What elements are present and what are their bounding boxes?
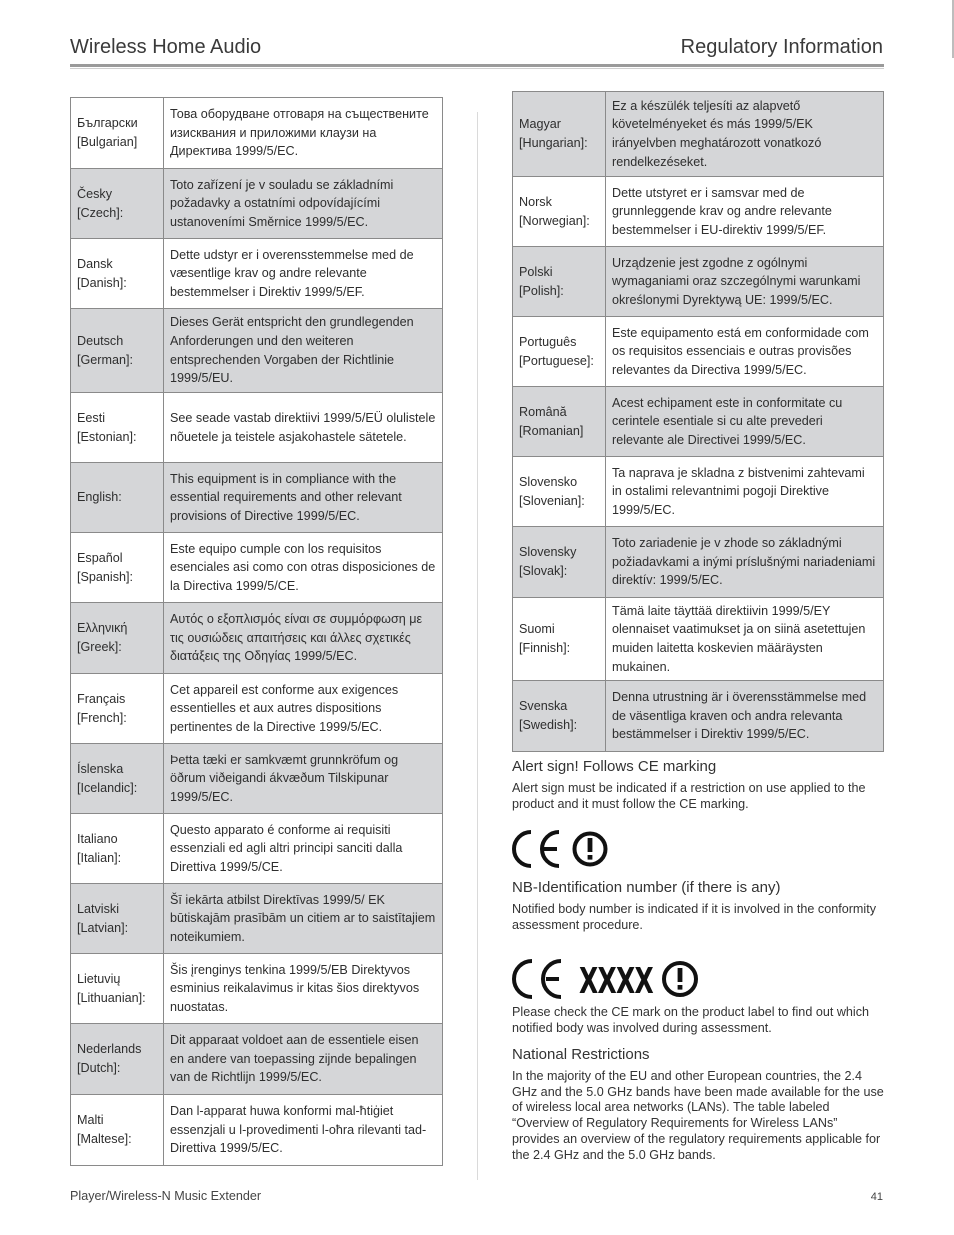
language-cell	[71, 463, 164, 533]
language-cell	[513, 387, 606, 457]
nb-after-text: Please check the CE mark on the product label to find out which notified body was involved during assessment.	[512, 1005, 870, 1035]
language-code: [Latvian]:	[77, 920, 129, 935]
language-cell	[71, 954, 164, 1024]
table-row	[71, 1024, 443, 1095]
footer-product-name: Player/Wireless-N Music Extender	[70, 1189, 262, 1203]
compliance-table-left	[70, 97, 443, 1166]
compliance-table-right	[512, 91, 884, 752]
table-row	[71, 309, 443, 393]
language-cell	[71, 1024, 164, 1095]
table-row	[513, 317, 884, 387]
language-name: Magyar	[519, 117, 561, 132]
language-name: Svenska	[519, 699, 568, 714]
table-row	[513, 527, 884, 598]
language-cell	[71, 603, 164, 674]
declaration-text: Tämä laite täyttää direktiivin 1999/5/EY olennaiset vaatimukset ja on siinä asetettujen muiden laitetta koskevien määräysten mukainen.	[606, 598, 884, 681]
table-row	[71, 603, 443, 674]
alert-heading: Alert sign! Follows CE marking	[512, 758, 717, 775]
language-cell	[513, 457, 606, 527]
declaration-text: Това оборудване отговаря на съществените изисквания и приложими клаузи на Директива 1999/5/ЕС.	[164, 98, 443, 169]
header-rule-thin	[70, 68, 884, 69]
table-row	[71, 393, 443, 463]
language-cell	[71, 674, 164, 744]
language-name: Norsk	[519, 194, 552, 209]
declaration-text: Ta naprava je skladna z bistvenimi zahtevami in ostalimi relevantnimi pogoji Direktive 1999/5/EC.	[606, 457, 884, 527]
language-code: [Icelandic]:	[77, 780, 138, 795]
language-cell	[71, 393, 164, 463]
table-row	[513, 92, 884, 177]
declaration-text: See seade vastab direktiivi 1999/5/EÜ olulistele nõuetele ja teistele asjakohastele sätetele.	[164, 393, 443, 463]
language-code: [Dutch]:	[77, 1061, 121, 1075]
language-name: Italiano	[77, 831, 118, 846]
language-code: [Slovak]:	[519, 564, 568, 578]
national-body: In the majority of the EU and other European countries, the 2.4 GHz and the 5.0 GHz bands have been made available for the use of wireless local area networks (LANs). The table labeled “Overview of Regulatory Requirements for Wireless LANs” provides an overview of the regulatory requirements applicable for the 2.4 GHz and the 5.0 GHz bands.	[512, 1069, 884, 1162]
page-number: 41	[870, 1191, 883, 1203]
language-code: [Spanish]:	[77, 569, 134, 584]
table-row	[71, 884, 443, 954]
language-cell	[513, 527, 606, 598]
declaration-text: Dette utstyret er i samsvar med de grunnleggende krav og andre relevante bestemmelser i EU-direktiv 1999/5/EF.	[606, 177, 884, 247]
nb-after-section	[512, 1005, 887, 1036]
language-name: Deutsch	[77, 333, 124, 348]
language-code: [Romanian]	[519, 423, 584, 438]
nb-heading: NB-Identification number (if there is any)	[512, 879, 781, 896]
declaration-text: Šis įrenginys tenkina 1999/5/EB Direktyvos esminius reikalavimus ir kitas šios direktyvos nuostatas.	[164, 954, 443, 1024]
declaration-text: Ez a készülék teljesíti az alapvető követelményeket és más 1999/5/EK irányelvben meghatározott vonatkozó rendelkezéseket.	[606, 92, 884, 177]
language-cell	[513, 681, 606, 752]
language-code: [French]:	[77, 710, 127, 725]
language-name: Română	[519, 404, 567, 419]
language-name: Íslenska	[77, 761, 124, 776]
language-name: Lietuvių	[77, 971, 121, 986]
language-code: [Lithuanian]:	[77, 990, 146, 1005]
language-code: [Estonian]:	[77, 429, 137, 444]
table-row	[71, 1095, 443, 1166]
language-code: [Bulgarian]	[77, 135, 138, 149]
language-cell	[513, 177, 606, 247]
table-row	[513, 177, 884, 247]
table-row	[71, 169, 443, 239]
header-left-title: Wireless Home Audio	[70, 36, 262, 58]
language-cell	[513, 598, 606, 681]
language-name: Česky	[77, 186, 112, 201]
declaration-text: Šī iekārta atbilst Direktīvas 1999/5/ EK būtiskajām prasībām un citiem ar to saistītajiem noteikumiem.	[164, 884, 443, 954]
language-cell	[71, 309, 164, 393]
declaration-text: Este equipo cumple con los requisitos esenciales asi como con otras disposiciones de la Directiva 1999/5/CE.	[164, 533, 443, 603]
table-row	[513, 247, 884, 317]
table-row	[71, 744, 443, 814]
language-code: [Italian]:	[77, 850, 122, 865]
nb-body: Notified body number is indicated if it is involved in the conformity assessment procedure.	[512, 902, 876, 932]
language-name: Slovensko	[519, 474, 578, 489]
language-code: [Portuguese]:	[519, 353, 594, 368]
language-cell	[71, 169, 164, 239]
language-cell	[71, 533, 164, 603]
language-name: Български	[77, 116, 138, 131]
table-row	[71, 463, 443, 533]
language-code: [Norwegian]:	[519, 213, 590, 228]
national-heading: National Restrictions	[512, 1046, 650, 1063]
declaration-text: Toto zariadenie je v zhode so základnými požiadavkami a inými príslušnými nariadeniami direktív: 1999/5/EC.	[606, 527, 884, 598]
language-code: [Danish]:	[77, 275, 127, 290]
language-name: Slovensky	[519, 545, 577, 560]
declaration-text: Acest echipament este in conformitate cu cerintele esentiale si cu alte prevederi relevante ale Directivei 1999/5/EC.	[606, 387, 884, 457]
language-name: Português	[519, 334, 577, 349]
language-code: [Polish]:	[519, 283, 564, 298]
language-code: [Slovenian]:	[519, 493, 585, 508]
language-cell	[513, 92, 606, 177]
ce-alert-mark	[512, 828, 622, 875]
ce-mark-icon	[514, 961, 561, 997]
ce-mark-icon	[514, 832, 559, 866]
language-name: Français	[77, 691, 126, 706]
declaration-text: Denna utrustning är i överensstämmelse med de väsentliga kraven och andra relevanta bestämmelser i Direktiv 1999/5/EC.	[606, 681, 884, 752]
table-row	[71, 814, 443, 884]
alert-exclamation-icon	[664, 963, 696, 995]
language-name: Malti	[77, 1113, 104, 1128]
language-name: Polski	[519, 264, 553, 279]
language-code: [Swedish]:	[519, 718, 578, 732]
nb-section	[512, 879, 887, 933]
language-name: Ελληνική	[77, 621, 128, 636]
nb-number: XXXX	[579, 961, 654, 1002]
header-rule	[70, 64, 884, 67]
table-row	[71, 98, 443, 169]
language-name: Latviski	[77, 901, 119, 916]
language-name: Suomi	[519, 622, 555, 637]
header-right-title: Regulatory Information	[680, 36, 883, 58]
declaration-text: Toto zařízení je v souladu se základními požadavky a ostatními odpovídajícími ustanoveními Směrnice 1999/5/EC.	[164, 169, 443, 239]
table-row	[513, 681, 884, 752]
table-row	[71, 533, 443, 603]
alert-exclamation-icon	[575, 834, 606, 865]
national-section	[512, 1046, 887, 1163]
language-cell	[71, 239, 164, 309]
language-cell	[513, 247, 606, 317]
table-row	[71, 239, 443, 309]
table-row	[513, 387, 884, 457]
alert-section	[512, 758, 887, 812]
language-cell	[513, 317, 606, 387]
declaration-text: Este equipamento está em conformidade com os requisitos essenciais e outras provisões relevantes da Directiva 1999/5/EC.	[606, 317, 884, 387]
language-code: [Hungarian]:	[519, 136, 588, 150]
language-cell	[71, 744, 164, 814]
declaration-text: Urządzenie jest zgodne z ogólnymi wymaganiami oraz szczególnymi warunkami określonymi Dyrektywą UE: 1999/5/EC.	[606, 247, 884, 317]
ce-nb-mark	[512, 956, 712, 1007]
language-name: English:	[77, 490, 122, 505]
language-cell	[71, 814, 164, 884]
language-cell	[71, 1095, 164, 1166]
language-code: [Greek]:	[77, 640, 122, 654]
declaration-text: Αυτός ο εξοπλισμός είναι σε συμμόρφωση με τις ουσιώδεις απαιτήσεις και άλλες σχετικές διατάξεις της Οδηγίας 1999/5/EC.	[164, 603, 443, 674]
language-code: [German]:	[77, 352, 133, 367]
language-cell	[71, 884, 164, 954]
table-row	[513, 457, 884, 527]
declaration-text: Questo apparato é conforme ai requisiti essenziali ed agli altri principi sanciti dalla Direttiva 1999/5/CE.	[164, 814, 443, 884]
language-code: [Czech]:	[77, 205, 124, 220]
table-row	[513, 598, 884, 681]
declaration-text: Dieses Gerät entspricht den grundlegenden Anforderungen und den weiteren entsprechenden Vorgaben der Richtlinie 1999/5/EU.	[164, 309, 443, 393]
table-row	[71, 674, 443, 744]
table-row	[71, 954, 443, 1024]
declaration-text: Þetta tæki er samkvæmt grunnkröfum og öðrum viðeigandi ákvæðum Tilskipunar 1999/5/EC.	[164, 744, 443, 814]
declaration-text: Dit apparaat voldoet aan de essentiele eisen en andere van toepassing zijnde bepalingen van de Richtlijn 1999/5/EC.	[164, 1024, 443, 1095]
language-code: [Finnish]:	[519, 641, 571, 655]
column-divider	[477, 112, 478, 1180]
alert-body: Alert sign must be indicated if a restriction on use applied to the product and it must follow the CE marking.	[512, 781, 866, 811]
language-name: Nederlands	[77, 1042, 142, 1057]
language-name: Dansk	[77, 256, 113, 271]
declaration-text: This equipment is in compliance with the essential requirements and other relevant provisions of Directive 1999/5/EC.	[164, 463, 443, 533]
declaration-text: Dan l-apparat huwa konformi mal-ħtiġiet essenzjali u l-provedimenti l-oħra rilevanti tad-Direttiva 1999/5/EC.	[164, 1095, 443, 1166]
language-name: Español	[77, 550, 123, 565]
language-cell	[71, 98, 164, 169]
declaration-text: Cet appareil est conforme aux exigences essentielles et aux autres dispositions pertinentes de la Directive 1999/5/EC.	[164, 674, 443, 744]
declaration-text: Dette udstyr er i overensstemmelse med de væsentlige krav og andre relevante bestemmelser i Direktiv 1999/5/EF.	[164, 239, 443, 309]
language-name: Eesti	[77, 410, 105, 425]
language-code: [Maltese]:	[77, 1132, 132, 1146]
